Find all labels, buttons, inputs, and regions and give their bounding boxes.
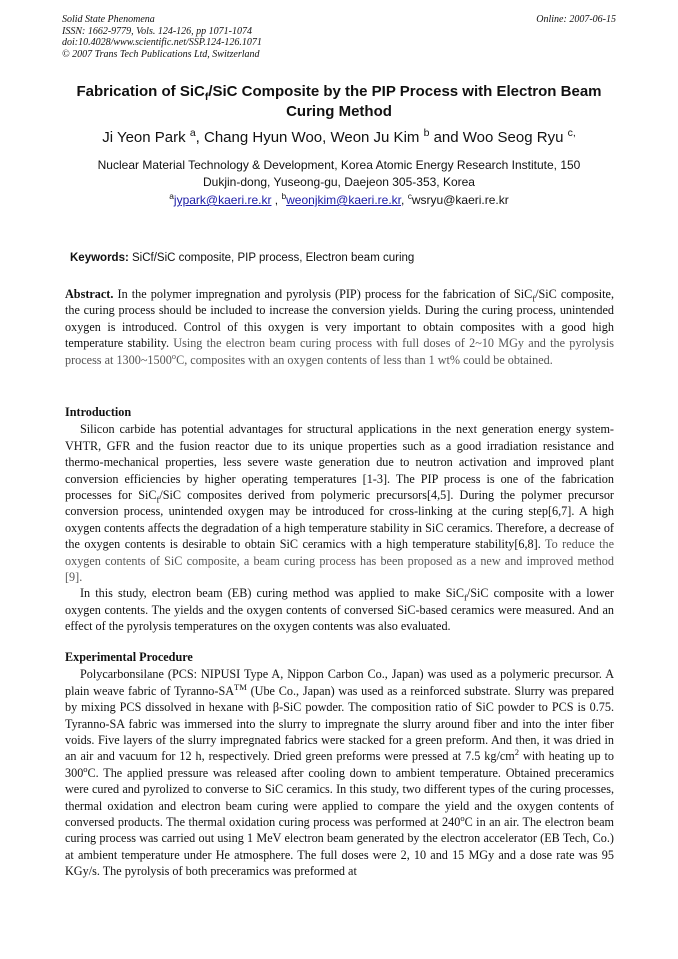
- doi-line: doi:10.4028/www.scientific.net/SSP.124-126.1071: [62, 37, 262, 48]
- paragraph: In this study, electron beam (EB) curing method was applied to make SiC$_f$/SiC composite with a lower oxygen contents. The yields and the oxygen contents of conversed SiC-based ceramics were measured. And an effect of the pyrolysis temperatures on the oxygen contents was also evaluated.: [65, 586, 614, 634]
- paragraph: Polycarbonsilane (PCS: NIPUSI Type A, Nippon Carbon Co., Japan) was used as a polymeric precursor. A plain weave fabric of Tyranno-SA™ (Ube Co., Japan) was used as a reinforced substrate. Slurry was prepared by mixing PCS dissolved in hexane with β-SiC powder. The composition ratio of SiC powder to PCS is 0.75. Tyranno-SA fabric was immersed into the slurry to impregnate the slurry around fiber and into the inter fiber voids. Five layers of the slurry impregnated fabrics were stacked for a green preform. And then, it was dried in an air and vacuum for 12 h, respectively. Dried green preforms were pressed at 7.5 $kg/cm^2$ with heating up to 300$^o$C. The applied pressure was released after cooling down to ambient temperature. Obtained preceramics were cured and pyrolized to converse to SiC ceramics. In this study, two different types of the curing processes, thermal oxidation and electron beam curing were applied to compare the yield and the oxygen contents of conversed products. The thermal oxidation curing process was performed at 240$^o$C in an air. The electron beam curing process was carried out using 1 MeV electron beam generated by the electron accelerator (EB Tech, Co.) at ambient temperature under He atmosphere. The full doses were 2, 10 and 15 MGy and a dose rate was 95 KGy/s. The pyrolysis of both preceramics was preformed at: [65, 667, 614, 879]
- affiliation: [62, 157, 616, 191]
- author: Woo Seog Ryu $^{c,}$: [462, 127, 576, 146]
- introduction-section: [65, 404, 614, 635]
- abstract: Abstract. In the polymer impregnation and pyrolysis (PIP) process for the fabrication of SiC$_f$/SiC composite, the curing process should be included to increase the conversion yields. During the curing process, unintended oxygen is introduced. Control of this oxygen is very important to obtain composites with a good high temperature stability. Using the electron beam curing process with full doses of 2~10 MGy and the pyrolysis process at 1300~1500$^o$C, composites with an oxygen contents of less than 1 wt% could be obtained.: [65, 287, 615, 367]
- online-date: Online: 2007-06-15: [536, 14, 616, 25]
- email-c: wsryu@kaeri.re.kr: [411, 193, 509, 207]
- copyright-line: © 2007 Trans Tech Publications Ltd, Switzerland: [62, 48, 260, 60]
- author-list: Ji Yeon Park $^a$, Chang Hyun Woo, Weon Ju Kim $^b$ and Woo Seog Ryu $^{c,}$: [102, 127, 576, 146]
- keywords-text: SiCf/SiC composite, PIP process, Electron beam curing: [132, 252, 415, 264]
- email-list: $^a$jypark@kaeri.re.kr , $^b$weonjkim@kaeri.re.kr, $^c$wsryu@kaeri.re.kr: [169, 191, 509, 207]
- experimental-section: [65, 649, 614, 880]
- author: Ji Yeon Park $^a$: [102, 127, 196, 146]
- keywords: [70, 250, 616, 266]
- paper-title: Fabrication of SiC$_f$/SiC Composite by the PIP Process with Electron Beam Curing Method: [76, 83, 602, 120]
- email-link-b[interactable]: weonjkim@kaeri.re.kr: [286, 193, 402, 207]
- author: Weon Ju Kim $^b$: [330, 127, 430, 146]
- affiliation-line: Nuclear Material Technology & Development, Korea Atomic Energy Research Institute, 150: [97, 158, 581, 172]
- journal-header: [62, 14, 616, 60]
- section-heading: Experimental Procedure: [65, 650, 193, 664]
- affiliation-line: Dukjin-dong, Yuseong-gu, Daejeon 305-353, Korea: [203, 175, 475, 189]
- keywords-label: Keywords:: [70, 252, 129, 264]
- author: Chang Hyun Woo: [204, 129, 323, 146]
- abstract-label: Abstract.: [65, 287, 114, 301]
- issn-line: ISSN: 1662-9779, Vols. 124-126, pp 1071-1074: [62, 25, 252, 37]
- section-heading: Introduction: [65, 405, 132, 419]
- paragraph: Silicon carbide has potential advantages for structural applications in the next generation energy system-VHTR, GFR and the fusion reactor due to its unique properties such as a good irradiation resistance and thermo-mechanical properties, less severe waste generation due to neutron activation and improved plant conversion efficiencies by higher operating temperatures [1-3]. The PIP process is one of the fabrication processes for SiC$_f$/SiC composites derived from polymeric precursors[4,5]. During the polymer precursor conversion process, unintended oxygen may be introduced for cross-linking at the curing step[6,7]. A high oxygen contents affects the degradation of a high temperature stability in SiC ceramics. Therefore, a decrease of the oxygen contents is desirable to obtain SiC ceramics with a high temperature stability[6,8]. To reduce the oxygen contents of SiC composite, a beam curing process has been proposed as a new and improved method [9].: [65, 422, 614, 585]
- journal-name: Solid State Phenomena: [62, 14, 155, 25]
- email-link-a[interactable]: jypark@kaeri.re.kr: [173, 193, 272, 207]
